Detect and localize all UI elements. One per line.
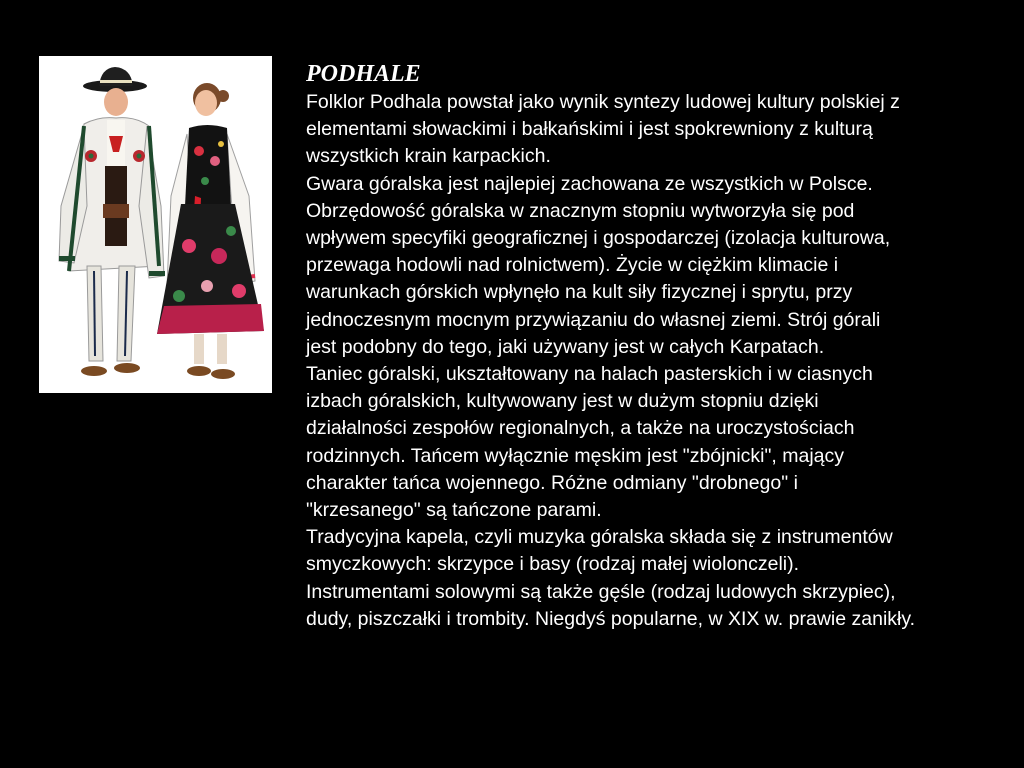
goral-couple-illustration: [39, 56, 272, 393]
folk-costume-photo: [39, 56, 272, 393]
man-figure: [59, 67, 165, 376]
paragraph-music: Tradycyjna kapela, czyli muzyka góralska składa się z instrumentów smyczkowych: skrzypce i basy (rodzaj małej wiolonczeli). Instrumentami solowymi są także gęśle (rodzaj ludowych skrzypiec), dudy, piszczałki i trombity. Niegdyś popularne, w XIX w. prawie zanikły.: [306, 526, 916, 630]
slide-title: PODHALE: [306, 61, 421, 87]
paragraph-dialect: Gwara góralska jest najlepiej zachowana ze wszystkich w Polsce.: [306, 172, 873, 195]
paragraph-dance: Taniec góralski, ukształtowany na halach pasterskich i w ciasnych izbach góralskich, kultywowany jest w dużym stopniu dzięki działalności zespołów regionalnych, a także na uroczystościach rodzinnych. Tańcem wyłącznie męskim jest "zbójnicki", mający charakter tańca wojennego. Różne odmiany "drobnego" i "krzesanego" są tańczone parami.: [306, 363, 873, 522]
paragraph-rituals: Obrzędowość góralska w znacznym stopniu wytworzyła się pod wpływem specyfiki geograficznej i gospodarczej (izolacja kulturowa, przewaga hodowli nad rolnictwem). Życie w ciężkim klimacie i warunkach górskich wpłynęło na kult siły fizycznej i sprytu, przy jednoczesnym mocnym przywiązaniu do własnej ziemi. Strój górali jest podobny do tego, jaki używany jest w całych Karpatach.: [306, 199, 891, 358]
woman-figure: [157, 83, 264, 379]
paragraph-origin: Folklor Podhala powstał jako wynik syntezy ludowej kultury polskiej z elementami słowackimi i bałkańskimi i jest spokrewniony z kulturą wszystkich krain karpackich.: [306, 91, 900, 168]
slide-text: [306, 60, 916, 633]
